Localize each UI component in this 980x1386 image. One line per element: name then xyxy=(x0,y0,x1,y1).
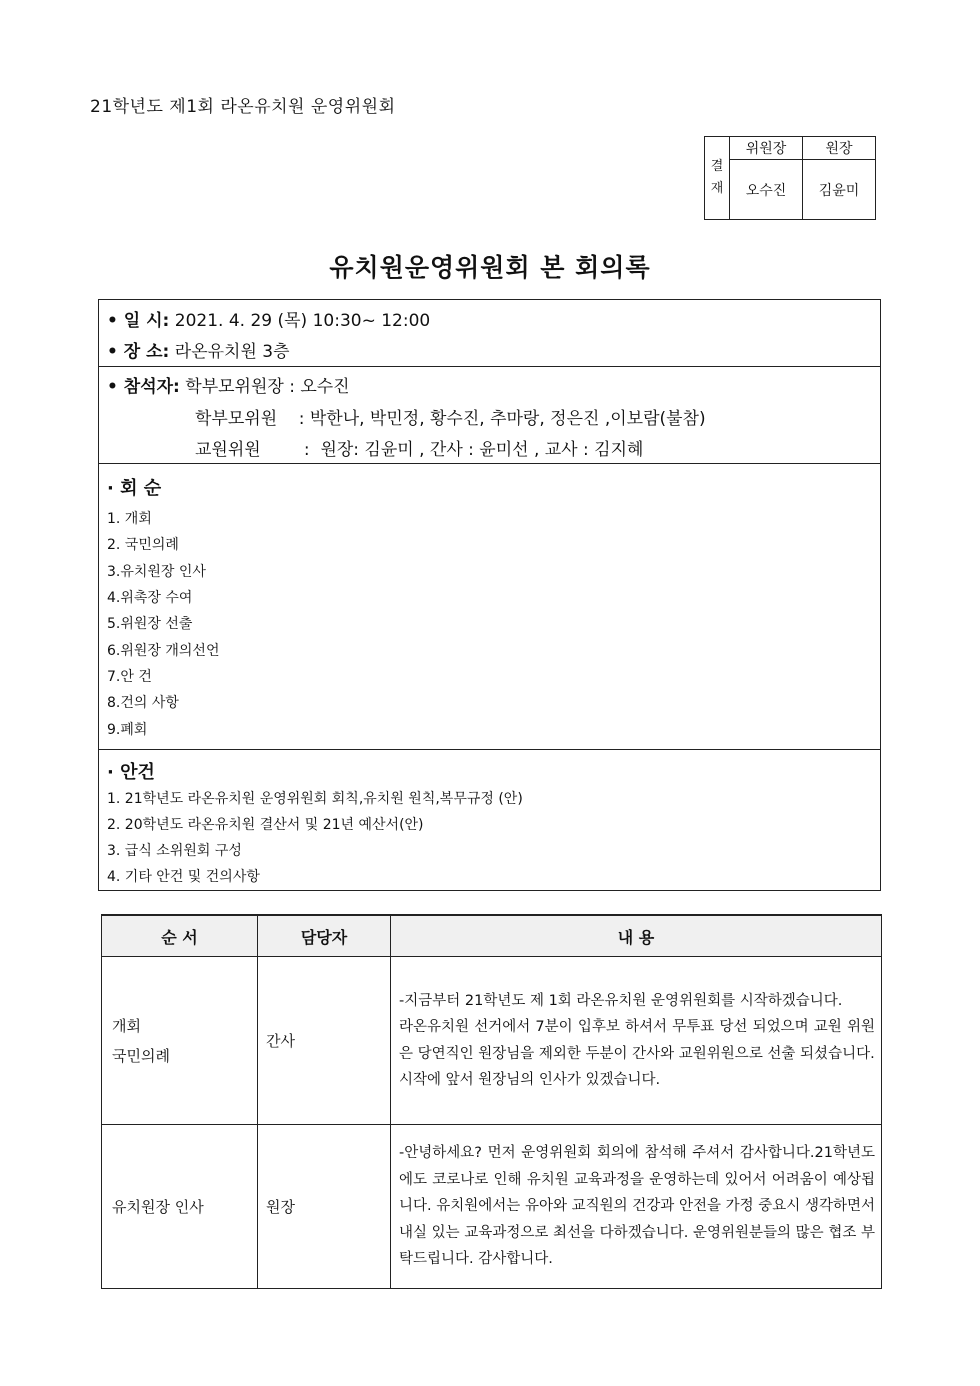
order-item: 8.건의 사항 xyxy=(107,695,179,711)
column-header-order: 순 서 xyxy=(102,915,258,957)
approval-box xyxy=(704,136,876,220)
order-item: 3.유치원장 인사 xyxy=(107,564,206,580)
agenda-item: 3. 급식 소위원회 구성 xyxy=(107,843,242,859)
date-row xyxy=(107,306,430,331)
approval-column-chairman: 위원장 xyxy=(730,137,803,160)
agenda-item: 1. 21학년도 라온유치원 운영위원회 회칙,유치원 원칙,복무규정 (안) xyxy=(107,791,523,807)
approval-signature-chairman: 오수진 xyxy=(730,160,803,220)
row-content-paragraph: 라온유치원 선거에서 7분이 입후보 하셔서 무투표 당선 되었으며 교원 위원은 당연직인 원장님을 제외한 두분이 간사와 교원위원으로 선출 되셨습니다. xyxy=(399,1019,875,1062)
agenda-section xyxy=(99,750,880,890)
attendees-line-parent-chair: 학부모위원장 : 오수진 xyxy=(185,377,350,397)
attendees-label: • 참석자: xyxy=(107,377,180,397)
order-item: 4.위촉장 수여 xyxy=(107,590,193,606)
place-value: 라온유치원 3층 xyxy=(174,342,290,362)
attendees-section xyxy=(99,367,880,464)
date-value: 2021. 4. 29 (목) 10:30~ 12:00 xyxy=(174,311,431,331)
row-person-cell: 원장 xyxy=(258,1125,391,1289)
row-order-cell: 유치원장 인사 xyxy=(102,1125,258,1289)
minutes-table xyxy=(101,914,882,1289)
attendees-line-parents: 학부모위원 : 박한나, 박민정, 황수진, 추마랑, 정은진 ,이보람(불참) xyxy=(195,409,706,429)
approval-signature-director: 김윤미 xyxy=(803,160,876,220)
table-row xyxy=(102,1125,882,1289)
agenda-item: 2. 20학년도 라온유치원 결산서 및 21년 예산서(안) xyxy=(107,817,424,833)
agenda-item: 4. 기타 안건 및 건의사항 xyxy=(107,869,260,885)
table-row xyxy=(102,957,882,1125)
order-section xyxy=(99,464,880,750)
row-order-cell xyxy=(102,957,258,1125)
row-person-cell: 간사 xyxy=(258,957,391,1125)
order-item: 9.폐회 xyxy=(107,722,148,738)
row-content-paragraph: 시작에 앞서 원장님의 인사가 있겠습니다. xyxy=(399,1072,661,1088)
meeting-info-box xyxy=(98,299,881,891)
row-order-line: 국민의례 xyxy=(112,1046,170,1065)
place-row xyxy=(107,337,290,362)
date-label: • 일 시: xyxy=(107,311,170,331)
order-item: 7.안 건 xyxy=(107,669,152,685)
date-place-section xyxy=(99,300,880,367)
document-title: 유치원운영위원회 본 회의록 xyxy=(329,253,651,282)
row-content-cell xyxy=(391,957,882,1125)
approval-column-director: 원장 xyxy=(803,137,876,160)
order-item: 2. 국민의례 xyxy=(107,537,179,553)
order-item: 5.위원장 선출 xyxy=(107,616,193,632)
row-order-line: 개회 xyxy=(112,1016,141,1035)
place-label: • 장 소: xyxy=(107,342,170,362)
order-item: 1. 개회 xyxy=(107,511,152,527)
order-heading: · 회 순 xyxy=(107,478,162,499)
column-header-content: 내 용 xyxy=(391,915,882,957)
order-item: 6.위원장 개의선언 xyxy=(107,643,220,659)
agenda-heading: · 안건 xyxy=(107,762,155,783)
approval-label: 결 재 xyxy=(705,137,730,220)
row-content-paragraph: -지금부터 21학년도 제 1회 라온유치원 운영위원회를 시작하겠습니다. xyxy=(399,992,843,1009)
column-header-person: 담당자 xyxy=(258,915,391,957)
meeting-header-title: 21학년도 제1회 라온유치원 운영위원회 xyxy=(90,97,396,117)
row-content-cell: -안녕하세요? 먼저 운영위원회 회의에 참석해 주셔서 감사합니다.21학년도에도 코로나로 인해 유치원 교육과정을 운영하는데 있어서 어려움이 예상됩니다. 유치원에서는 유아와 교직원의 건강과 안전을 가정 중요시 생각하면서 내실 있는 교육과정으로 최선을 다하겠습니다. 운영위원분들의 많은 협조 부탁드립니다. 감사합니다. xyxy=(391,1125,882,1289)
attendees-line-teachers: 교원위원 : 원장: 김윤미 , 간사 : 윤미선 , 교사 : 김지혜 xyxy=(195,440,644,460)
attendees-row xyxy=(107,372,350,397)
